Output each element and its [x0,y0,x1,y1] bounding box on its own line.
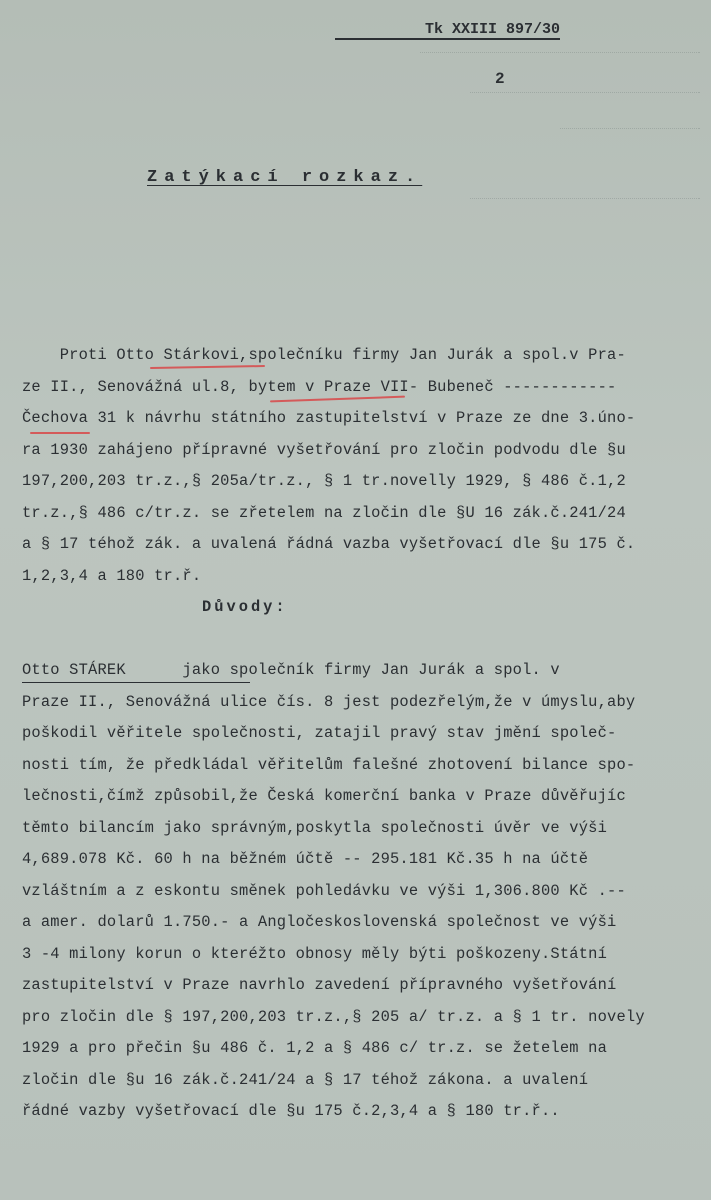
reasons-line: 4,689.078 Kč. 60 h na běžném účtě -- 295.181 Kč.35 h na účtě [22,850,589,868]
order-line: tr.z.,§ 486 c/tr.z. se zřetelem na zločin dle §U 16 zák.č.241/24 [22,503,626,522]
reasons-line: pro zločin dle § 197,200,203 tr.z.,§ 205 a/ tr.z. a § 1 tr. novely [22,1007,645,1026]
reference-text: Tk XXIII 897/30 [424,21,560,38]
document-body [22,340,697,1128]
reference-number [335,21,560,57]
reasons-line: zastupitelství v Praze navrhlo zavedení přípravného vyšetřování [22,976,617,994]
reasons-heading: Důvody: [202,598,288,616]
reasons-line: těmto bilancím jako správným,poskytla společnosti úvěr ve výši [22,818,608,837]
order-line: ra 1930 zahájeno přípravné vyšetřování pro zločin podvodu dle §u [22,440,626,459]
bleed-through-mark [560,128,700,143]
reasons-line: 1929 a pro přečin §u 486 č. 1,2 a § 486 c/ tr.z. se žetelem na [22,1039,608,1057]
reasons-line: Otto STÁREK jako společník firmy Jan Jurák a spol. v [22,661,560,679]
reasons-line: vzláštním a z eskontu směnek pohledávku ve výši 1,306.800 Kč .-- [22,881,626,900]
order-line: Čechova 31 k návrhu státního zastupitelství v Praze ze dne 3.úno- [22,409,636,427]
reasons-line: lečnosti,čímž způsobil,že Česká komerční banka v Praze důvěřujíc [22,787,626,805]
name-underline [22,682,250,683]
bleed-through-mark [470,92,700,107]
reasons-line: poškodil věřitele společnosti, zatajil pravý stav jmění společ- [22,724,617,742]
reasons-line: a amer. dolarů 1.750.- a Angločeskoslovenská společnost ve výši [22,913,617,931]
reasons-line: 3 -4 milony korun o kteréžto obnosy měly býti poškozeny.Státní [22,944,608,963]
order-line: ze II., Senovážná ul.8, bytem v Praze VII- Bubeneč ------------ [22,377,617,396]
order-line: Proti Otto Stárkovi,společníku firmy Jan Jurák a spol.v Pra- [22,346,626,364]
reasons-line: řádné vazby vyšetřovací dle §u 175 č.2,3,4 a § 180 tr.ř.. [22,1102,560,1120]
reasons-line: nosti tím, že předkládal věřitelům falešné zhotovení bilance spo- [22,755,636,774]
order-line: a § 17 téhož zák. a uvalená řádná vazba vyšetřovací dle §u 175 č. [22,535,636,553]
reasons-line: Praze II., Senovážná ulice čís. 8 jest podezřelým,že v úmyslu,aby [22,692,636,711]
order-line: 1,2,3,4 a 180 tr.ř. [22,566,202,585]
order-line: 197,200,203 tr.z.,§ 205a/tr.z., § 1 tr.novelly 1929, § 486 č.1,2 [22,472,626,490]
reasons-line: zločin dle §u 16 zák.č.241/24 a § 17 téhož zákona. a uvalení [22,1070,589,1089]
document-title: Zatýkací rozkaz. [147,168,423,187]
page-number: 2 [495,70,505,88]
spacer [22,624,697,656]
bleed-through-mark [470,198,700,213]
